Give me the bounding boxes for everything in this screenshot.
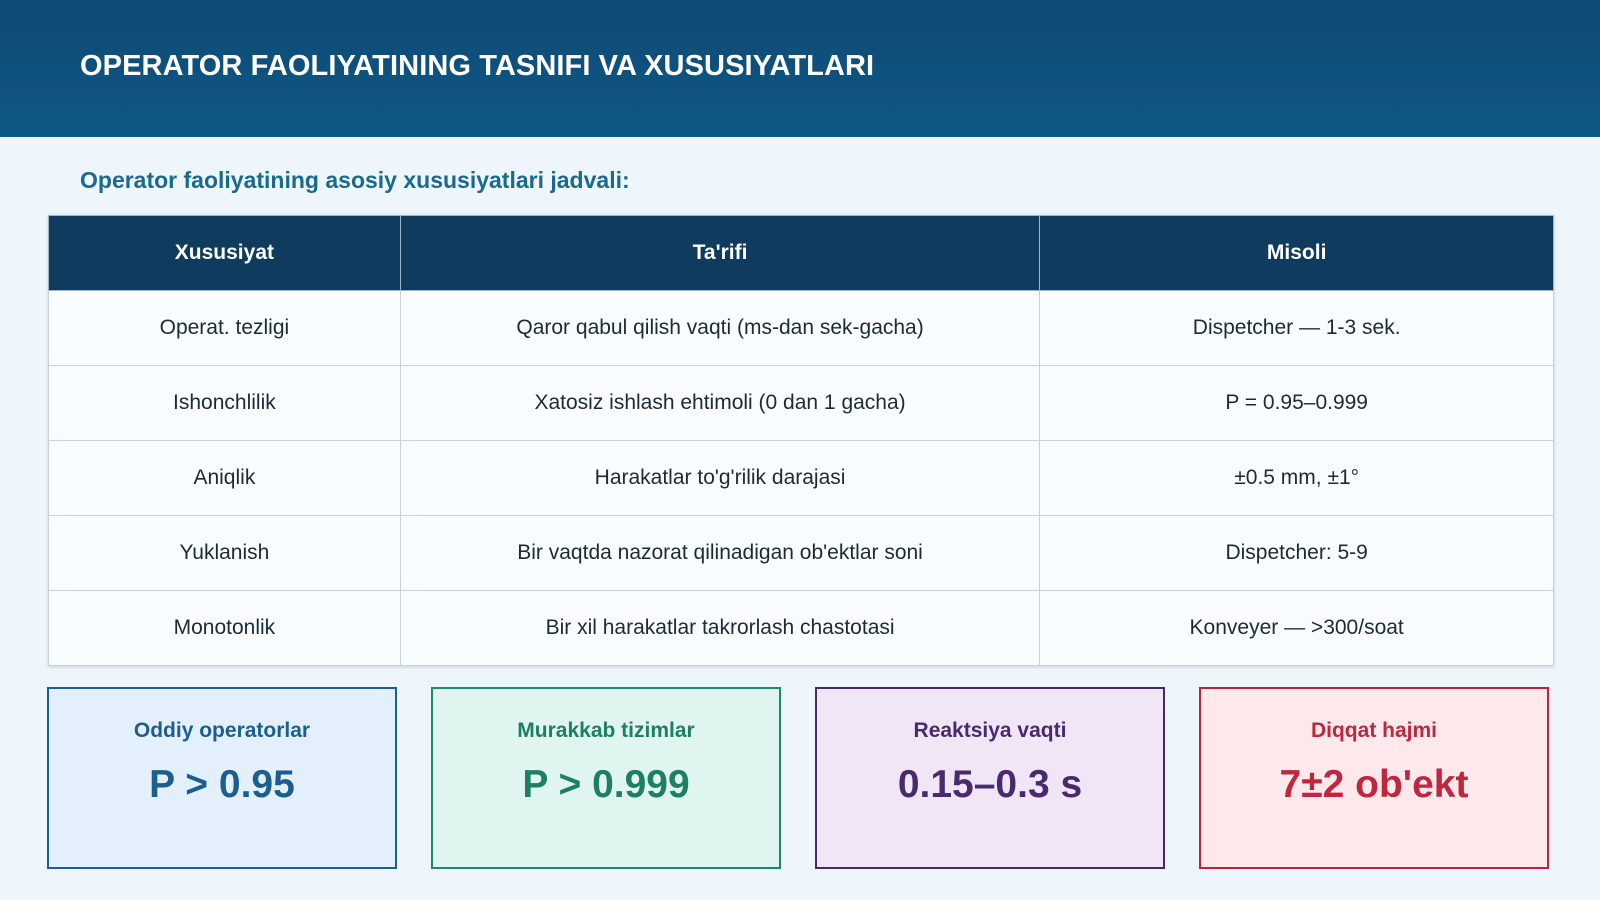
cell-property: Yuklanish [49,516,401,591]
cell-property: Aniqlik [49,441,401,516]
cell-definition: Bir xil harakatlar takrorlash chastotasi [400,591,1040,666]
table-caption: Operator faoliyatining asosiy xususiyatlari jadvali: [80,167,630,193]
stat-card-simple-operators [47,687,397,869]
stat-card-label: Diqqat hajmi [1310,719,1437,742]
cell-example: Dispetcher: 5-9 [1040,516,1554,591]
table-row [49,516,1554,591]
cell-property: Operat. tezligi [49,291,401,366]
column-header-definition: Ta'rifi [400,216,1040,291]
cell-example: P = 0.95–0.999 [1040,366,1554,441]
stat-card-reaction-time [815,687,1165,869]
stat-card-label: Oddiy operatorlar [133,719,311,742]
stat-card-value: 0.15–0.3 s [897,763,1083,806]
cell-definition: Harakatlar to'g'rilik darajasi [400,441,1040,516]
table-row [49,291,1554,366]
stat-card-value: P > 0.999 [522,763,690,806]
cell-property: Ishonchlilik [49,366,401,441]
cell-definition: Xatosiz ishlash ehtimoli (0 dan 1 gacha) [400,366,1040,441]
stat-card-label: Murakkab tizimlar [517,719,695,742]
cell-example: ±0.5 mm, ±1° [1040,441,1554,516]
cell-property: Monotonlik [49,591,401,666]
table-row [49,591,1554,666]
table-row [49,366,1554,441]
stat-card-complex-systems [431,687,781,869]
properties-table [48,215,1554,666]
page-title: OPERATOR FAOLIYATINING TASNIFI VA XUSUSIYATLARI [80,50,875,82]
cell-definition: Qaror qabul qilish vaqti (ms-dan sek-gacha) [400,291,1040,366]
stat-card-attention-span [1199,687,1549,869]
table-row [49,441,1554,516]
table-header-row [49,216,1554,291]
page-header [0,0,1600,137]
column-header-example: Misoli [1040,216,1554,291]
stat-card-value: 7±2 ob'ekt [1279,763,1469,806]
cell-example: Konveyer — >300/soat [1040,591,1554,666]
cell-example: Dispetcher — 1-3 sek. [1040,291,1554,366]
cell-definition: Bir vaqtda nazorat qilinadigan ob'ektlar soni [400,516,1040,591]
column-header-property: Xususiyat [49,216,401,291]
stat-card-value: P > 0.95 [149,763,295,806]
stat-card-label: Reaktsiya vaqti [913,719,1067,742]
